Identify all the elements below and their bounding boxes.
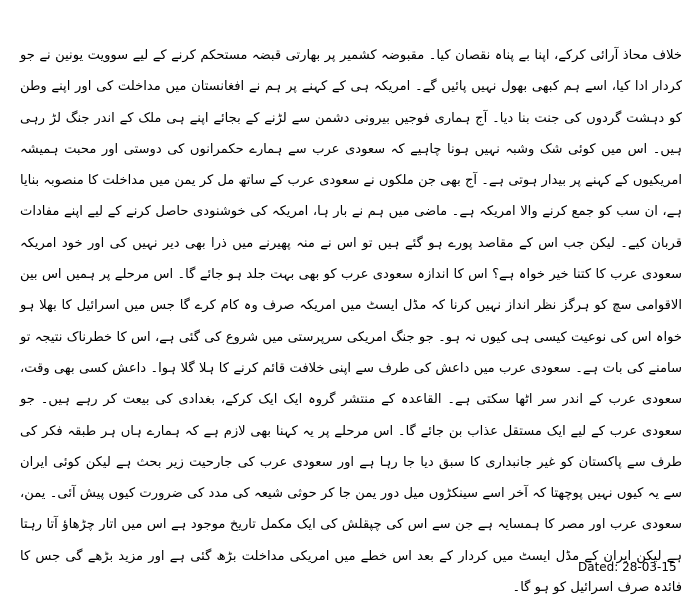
article-body-text: خلاف محاذ آرائی کرکے، اپنا بے پناہ نقصان کیا۔ مقبوضہ کشمیر پر بھارتی قبضہ مستحکم کرنے کے لیے سوویت یونین نے جو کردار ادا کیا، اسے ہم کبھی بھول نہیں پائیں گے۔ امریکہ ہی کے کہنے پر ہم نے افغانستان میں مداخلت کی اور اپنے وطن کو دہشت گردوں کی جنت بنا دیا۔ آج ہماری فوجیں بیرونی دشمن سے لڑنے کے بجائے اپنے ہی ملک کے اندر جنگ لڑ رہی ہیں۔ اس میں کوئی شک وشبہ نہیں ہونا چاہیے کہ سعودی عرب سے ہمارے حکمرانوں کی دوستی اور محبت ہمیشہ امریکیوں کے کہنے پر بیدار ہوتی ہے۔ آج بھی جن ملکوں نے سعودی عرب کے ساتھ مل کر یمن میں مداخلت کا منصوبہ بنایا ہے، ان سب کو جمع کرنے والا امریکہ ہے۔ ماضی میں ہم نے بار ہا، امریکہ کی خوشنودی حاصل کرنے کے لیے اپنے مفادات قربان کیے۔ لیکن جب اس کے مقاصد پورے ہو گئے ہیں تو اس نے منہ پھیرنے میں ذرا بھی دیر نہیں کی اور خود امریکہ سعودی عرب کا کتنا خیر خواہ ہے؟ اس کا اندازہ سعودی عرب کو بھی بہت جلد ہو جائے گا۔ اس مرحلے پر ہمیں اس بین الاقوامی سچ کو ہرگز نظر انداز نہیں کرنا کہ مڈل ایسٹ میں امریکہ صرف وہ کام کرے گا جس میں اسرائیل کا بھلا ہو خواہ اس کی نوعیت کیسی ہی کیوں نہ ہو۔ جو جنگ امریکی سرپرستی میں شروع کی گئی ہے، اس کا خطرناک نتیجہ تو سامنے کی بات ہے۔ سعودی عرب میں داعش کی طرف سے اپنی خلافت قائم کرنے کا ہلا گلا ہوا۔ داعش کسی بھی وقت، سعودی عرب کے اندر سر اٹھا سکتی ہے۔ القاعدہ کے منتشر گروہ ایک ایک کرکے، بغدادی کی بیعت کر رہے ہیں۔ جو سعودی عرب کے لیے ایک مستقل عذاب بن جائے گا۔ اس مرحلے پر یہ کہنا بھی لازم ہے کہ ہمارے ہاں ہر طبقہ فکر کی طرف سے پاکستان کو غیر جانبداری کا سبق دیا جا رہا ہے اور سعودی عرب کی جارحیت زیر بحث ہے لیکن کوئی ایران سے یہ کیوں نہیں پوچھتا کہ آخر اسے سینکڑوں میل دور یمن جا کر حوثی شیعہ کی مدد کی ضرورت کیوں پیش آئی۔ یمن، سعودی عرب اور مصر کا ہمسایہ ہے جن سے اس کی چپقلش کی ایک مکمل تاریخ موجود ہے اس میں اتار چڑھاؤ آتا رہتا ہے لیکن ایران کے مڈل ایسٹ میں کردار کے بعد اس خطے میں امریکی مداخلت بڑھ گئی ہے اور مزید بڑھے گی جس کا فائدہ صرف اسرائیل کو ہو گا۔: [19, 48, 682, 596]
dated-label: Dated: 28-03-15: [578, 560, 677, 574]
